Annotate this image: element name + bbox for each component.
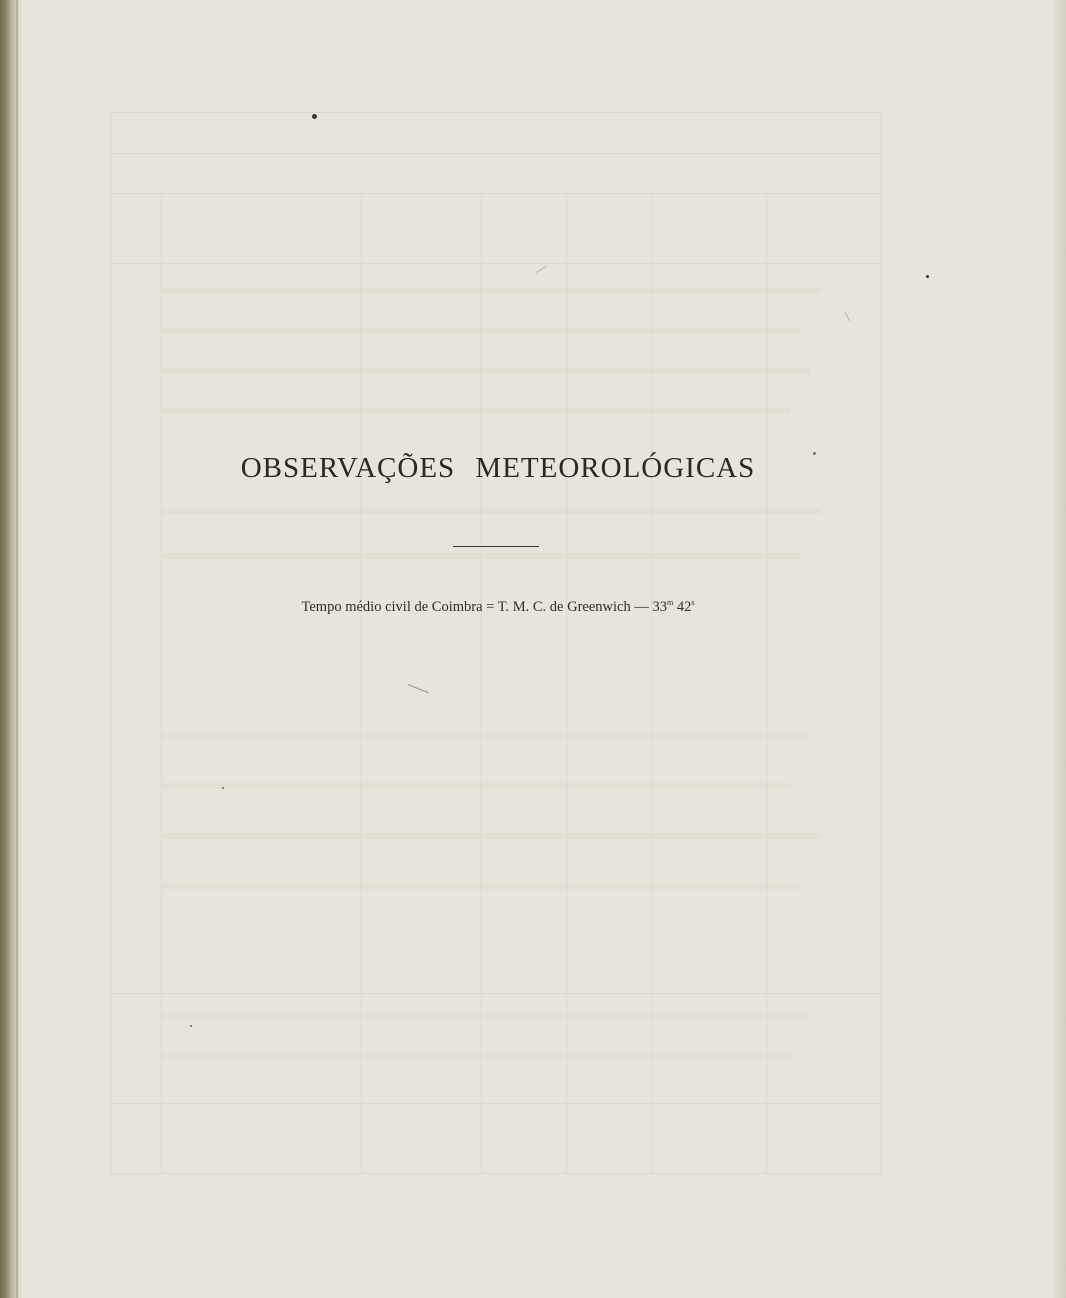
show-through-column (161, 193, 162, 1173)
show-through-row (161, 553, 801, 559)
show-through-row (161, 368, 811, 374)
page-right-edge (1052, 0, 1066, 1298)
show-through-row (161, 833, 821, 839)
spine-edge-line (16, 0, 18, 1298)
seconds-unit: s (691, 598, 695, 607)
show-through-column (566, 193, 567, 1173)
paper-speck (926, 275, 929, 278)
show-through-row (161, 288, 821, 294)
page-title: OBSERVAÇÕES METEOROLÓGICAS (240, 452, 756, 484)
paper-speck (190, 1025, 192, 1027)
title-divider (453, 546, 539, 547)
show-through-column (766, 193, 767, 1173)
show-through-row (161, 733, 811, 739)
show-through-column (361, 193, 362, 1173)
time-reference-note (0, 598, 996, 616)
seconds-value: 42 (673, 599, 692, 615)
paper-speck (813, 452, 816, 455)
time-reference-text: Tempo médio civil de Coimbra = T. M. C. de Greenwich — 33 (301, 599, 667, 615)
paper-speck (312, 114, 317, 119)
show-through-row (161, 408, 791, 414)
paper-speck (222, 787, 224, 789)
reverse-side-show-through (110, 112, 882, 1174)
show-through-row (161, 508, 821, 514)
show-through-row (161, 1013, 811, 1019)
minutes-unit: m (666, 598, 674, 607)
show-through-rule (111, 153, 881, 154)
show-through-row (161, 1053, 791, 1059)
show-through-row (161, 783, 791, 789)
show-through-column (481, 193, 482, 1173)
show-through-row (161, 883, 801, 889)
book-spine (0, 0, 22, 1298)
show-through-column (651, 193, 652, 1173)
show-through-row (161, 328, 801, 334)
